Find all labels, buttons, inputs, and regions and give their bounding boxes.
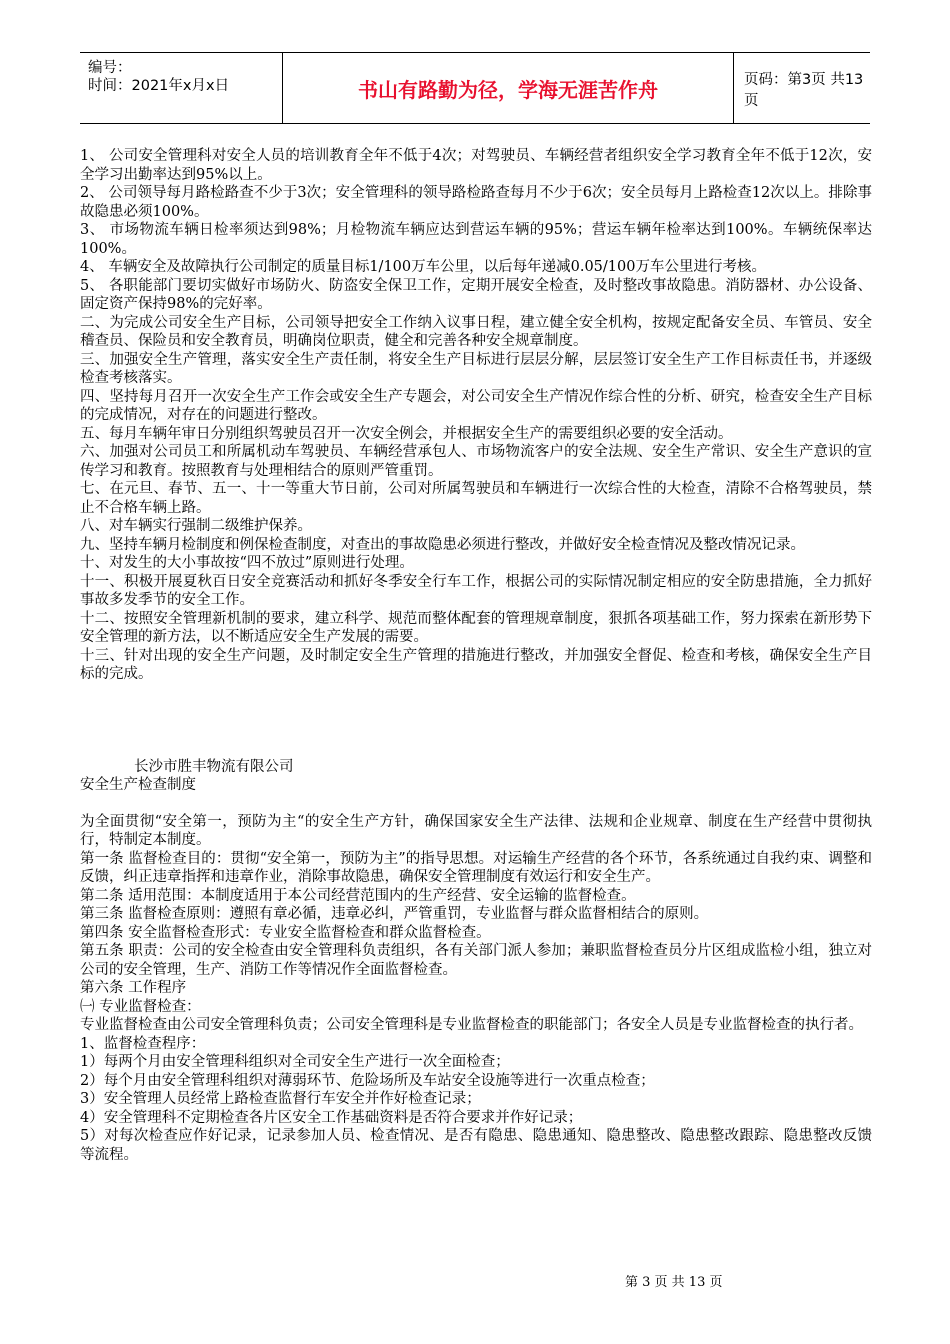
header-meta xyxy=(80,53,283,124)
safety-goals-section xyxy=(80,147,872,684)
paragraph: 十二、按照安全管理新机制的要求，建立科学、规范而整体配套的管理规章制度，狠抓各项基础工作，努力探索在新形势下安全管理的新方法，以不断适应安全生产发展的需要。 xyxy=(80,610,872,645)
inspection-rules-section xyxy=(80,813,872,1165)
paragraph: 第二条 适用范围：本制度适用于本公司经营范围内的生产经营、安全运输的监督检查。 xyxy=(80,887,636,904)
paragraph: 2）每个月由安全管理科组织对薄弱环节、危险场所及车站安全设施等进行一次重点检查； xyxy=(80,1072,655,1089)
document-title: 安全生产检查制度 xyxy=(80,777,196,793)
company-name: 长沙市胜丰物流有限公司 xyxy=(134,758,294,775)
paragraph: 三、加强安全生产管理，落实安全生产责任制，将安全生产目标进行层层分解，层层签订安全生产工作目标责任书，并逐级检查考核落实。 xyxy=(80,351,872,386)
paragraph: 第六条 工作程序 xyxy=(80,980,187,996)
document-body xyxy=(80,147,872,1164)
doc-number-label: 编号： xyxy=(88,60,132,76)
paragraph: 十三、针对出现的安全生产问题，及时制定安全生产管理的措施进行整改，并加强安全督促、检查和考核，确保安全生产目标的完成。 xyxy=(80,647,872,682)
paragraph: 2、 公司领导每月路检路查不少于3次；安全管理科的领导路检路查每月不少于6次；安全员每月上路检查12次以上。排除事故隐患必须100%。 xyxy=(80,185,872,220)
paragraph: 1、 公司安全管理科对安全人员的培训教育全年不低于4次；对驾驶员、车辆经营者组织安全学习教育全年不低于12次，安全学习出勤率达到95%以上。 xyxy=(80,148,872,183)
paragraph: 八、对车辆实行强制二级维护保养。 xyxy=(80,518,312,534)
paragraph: 第四条 安全监督检查形式：专业安全监督检查和群众监督检查。 xyxy=(80,924,491,941)
paragraph: 3）安全管理人员经常上路检查监督行车安全并作好检查记录； xyxy=(80,1091,481,1107)
paragraph: 四、坚持每月召开一次安全生产工作会或安全生产专题会，对公司安全生产情况作综合性的分析、研究，检查安全生产目标的完成情况，对存在的问题进行整改。 xyxy=(80,388,872,423)
paragraph: 第五条 职责：公司的安全检查由安全管理科负责组织，各有关部门派人参加；兼职监督检查员分片区组成监检小组，独立对公司的安全管理，生产、消防工作等情况作全面监督检查。 xyxy=(80,943,872,978)
paragraph: 二、为完成公司安全生产目标，公司领导把安全工作纳入议事日程，建立健全安全机构，按规定配备安全员、车管员、安全稽查员、保险员和安全教育员，明确岗位职责，健全和完善各种安全规章制度。 xyxy=(80,314,872,349)
paragraph: 为全面贯彻“安全第一，预防为主“的安全生产方针，确保国家安全生产法律、法规和企业规章、制度在生产经营中贯彻执行，特制定本制度。 xyxy=(80,813,872,848)
paragraph: 1）每两个月由安全管理科组织对全司安全生产进行一次全面检查； xyxy=(80,1054,510,1070)
paragraph: 1、监督检查程序： xyxy=(80,1035,206,1052)
page-footer: 第 3 页 共 13 页 xyxy=(625,1275,723,1290)
paragraph: ㈠ 专业监督检查： xyxy=(80,998,201,1015)
header-motto: 书山有路勤为径，学海无涯苦作舟 xyxy=(283,53,734,124)
paragraph: 十一、积极开展夏秋百日安全竞赛活动和抓好冬季安全行车工作，根据公司的实际情况制定相应的安全防患措施，全力抓好事故多发季节的安全工作。 xyxy=(80,573,872,608)
paragraph: 4、 车辆安全及故障执行公司制定的质量目标1/100万车公里，以后每年递减0.05/100万车公里进行考核。 xyxy=(80,259,766,275)
paragraph: 3、 市场物流车辆日检率须达到98%；月检物流车辆应达到营运车辆的95%；营运车辆年检率达到100%。车辆统保率达100%。 xyxy=(80,222,872,257)
paragraph: 五、每月车辆年审日分别组织驾驶员召开一次安全例会，并根据安全生产的需要组织必要的安全活动。 xyxy=(80,425,733,442)
paragraph: 4）安全管理科不定期检查各片区安全工作基础资料是否符合要求并作好记录； xyxy=(80,1109,583,1126)
paragraph: 十、对发生的大小事故按“四不放过”原则进行处理。 xyxy=(80,555,414,571)
page-header xyxy=(80,52,870,124)
paragraph: 5）对每次检查应作好记录，记录参加人员、检查情况、是否有隐患、隐患通知、隐患整改、隐患整改跟踪、隐患整改反馈等流程。 xyxy=(80,1128,872,1163)
paragraph: 第三条 监督检查原则：遵照有章必循，违章必纠，严管重罚，专业监督与群众监督相结合的原则。 xyxy=(80,906,709,922)
paragraph: 专业监督检查由公司安全管理科负责；公司安全管理科是专业监督检查的职能部门；各安全人员是专业监督检查的执行者。 xyxy=(80,1017,863,1033)
paragraph: 九、坚持车辆月检制度和例保检查制度，对查出的事故隐患必须进行整改，并做好安全检查情况及整改情况记录。 xyxy=(80,536,805,553)
paragraph: 第一条 监督检查目的：贯彻“安全第一，预防为主”的指导思想。对运输生产经营的各个环节，各系统通过自我约束、调整和反馈，纠正违章指挥和违章作业，消除事故隐患，确保安全管理制度有效运行和安全生产。 xyxy=(80,850,872,885)
paragraph: 七、在元旦、春节、五一、十一等重大节日前，公司对所属驾驶员和车辆进行一次综合性的大检查，清除不合格驾驶员，禁止不合格车辆上路。 xyxy=(80,481,872,516)
header-page-info: 页码：第3页 共13页 xyxy=(744,71,864,109)
paragraph: 5、 各职能部门要切实做好市场防火、防盗安全保卫工作，定期开展安全检查，及时整改事故隐患。消防器材、办公设备、固定资产保持98%的完好率。 xyxy=(80,277,872,312)
paragraph: 六、加强对公司员工和所属机动车驾驶员、车辆经营承包人、市场物流客户的安全法规、安全生产常识、安全生产意识的宣传学习和教育。按照教育与处理相结合的原则严管重罚。 xyxy=(80,444,872,479)
doc-time-label: 时间：2021年x月x日 xyxy=(88,78,230,94)
